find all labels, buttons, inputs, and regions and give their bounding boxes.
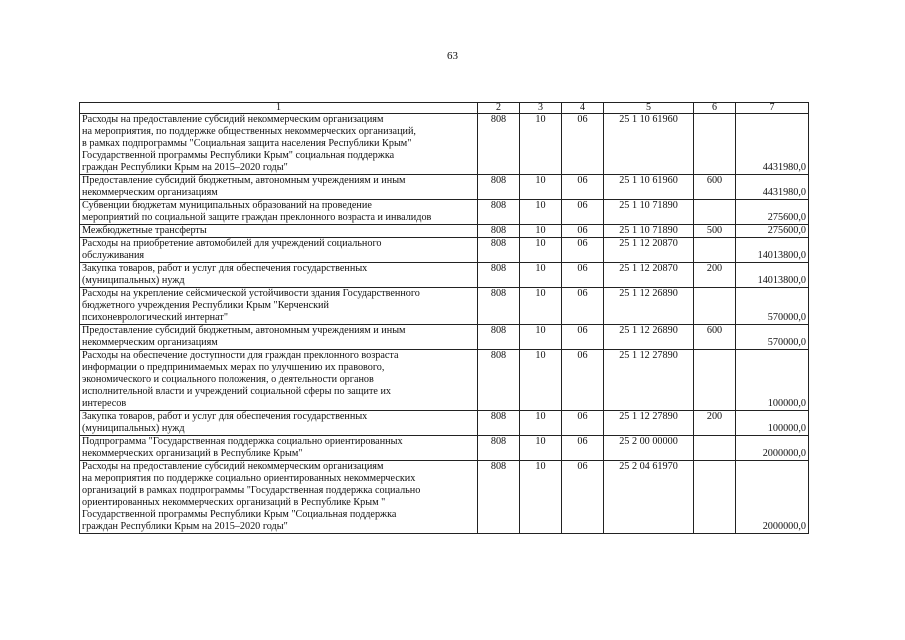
subsection-code-cell: 06 [562, 238, 604, 263]
expense-type-cell: 600 [694, 175, 736, 200]
item-name-cell: Предоставление субсидий бюджетным, автономным учреждениям и иным некоммерческим организациям [80, 175, 478, 200]
ministry-code-cell: 808 [478, 238, 520, 263]
item-name-cell: Подпрограмма "Государственная поддержка социально ориентированных некоммерческих организаций в Республике Крым" [80, 436, 478, 461]
table-body [80, 114, 809, 534]
expense-type-cell: 200 [694, 411, 736, 436]
item-name-cell: Межбюджетные трансферты [80, 225, 478, 238]
section-code-cell: 10 [520, 200, 562, 225]
item-name-cell: Предоставление субсидий бюджетным, автономным учреждениям и иным некоммерческим организациям [80, 325, 478, 350]
item-name-cell: Расходы на предоставление субсидий некоммерческим организациям на мероприятия по поддержке социально ориентированных некоммерческих организаций в рамках подпрограммы "Государственная поддержка социально ориентированных некоммерческих организаций в Республике Крым " Государственной программы Республики Крым "Социальная поддержка граждан Республики Крым на 2015–2020 годы" [80, 461, 478, 534]
target-article-cell: 25 1 12 20870 [604, 263, 694, 288]
amount-cell: 275600,0 [736, 225, 809, 238]
ministry-code-cell: 808 [478, 350, 520, 411]
page-number: 63 [447, 50, 458, 62]
amount-cell: 2000000,0 [736, 461, 809, 534]
column-header: 1 [80, 103, 478, 114]
table-row [80, 114, 809, 175]
expense-type-cell [694, 288, 736, 325]
expense-type-cell [694, 436, 736, 461]
target-article-cell: 25 1 12 26890 [604, 325, 694, 350]
target-article-cell: 25 1 12 26890 [604, 288, 694, 325]
subsection-code-cell: 06 [562, 461, 604, 534]
subsection-code-cell: 06 [562, 288, 604, 325]
item-name-cell: Расходы на предоставление субсидий некоммерческим организациям на мероприятия, по поддержке общественных некоммерческих организаций, в рамках подпрограммы "Социальная защита населения Республики Крым" Государственной программы Республики Крым" социальная поддержка граждан Республики Крым на 2015–2020 годы" [80, 114, 478, 175]
subsection-code-cell: 06 [562, 350, 604, 411]
table-row [80, 411, 809, 436]
amount-cell: 275600,0 [736, 200, 809, 225]
column-header: 5 [604, 103, 694, 114]
target-article-cell: 25 1 12 27890 [604, 350, 694, 411]
table-row [80, 238, 809, 263]
item-name-cell: Расходы на обеспечение доступности для граждан преклонного возраста информации о предпринимаемых мерах по улучшению их правового, экономического и социального положения, о деятельности органов исполнительной власти и учреждений социальной сферы по защите их интересов [80, 350, 478, 411]
expense-type-cell: 200 [694, 263, 736, 288]
target-article-cell: 25 2 04 61970 [604, 461, 694, 534]
item-name-cell: Расходы на приобретение автомобилей для учреждений социального обслуживания [80, 238, 478, 263]
table-row [80, 225, 809, 238]
ministry-code-cell: 808 [478, 225, 520, 238]
section-code-cell: 10 [520, 175, 562, 200]
target-article-cell: 25 1 10 61960 [604, 175, 694, 200]
ministry-code-cell: 808 [478, 175, 520, 200]
expense-type-cell [694, 200, 736, 225]
section-code-cell: 10 [520, 238, 562, 263]
subsection-code-cell: 06 [562, 175, 604, 200]
column-header: 3 [520, 103, 562, 114]
expense-type-cell: 500 [694, 225, 736, 238]
amount-cell: 4431980,0 [736, 175, 809, 200]
ministry-code-cell: 808 [478, 461, 520, 534]
subsection-code-cell: 06 [562, 263, 604, 288]
section-code-cell: 10 [520, 461, 562, 534]
subsection-code-cell: 06 [562, 325, 604, 350]
subsection-code-cell: 06 [562, 114, 604, 175]
column-header: 4 [562, 103, 604, 114]
section-code-cell: 10 [520, 114, 562, 175]
budget-table [79, 102, 809, 534]
ministry-code-cell: 808 [478, 200, 520, 225]
table-row [80, 325, 809, 350]
item-name-cell: Субвенции бюджетам муниципальных образований на проведение мероприятий по социальной защите граждан преклонного возраста и инвалидов [80, 200, 478, 225]
target-article-cell: 25 1 10 71890 [604, 200, 694, 225]
column-header: 2 [478, 103, 520, 114]
table-row [80, 436, 809, 461]
section-code-cell: 10 [520, 263, 562, 288]
column-header: 6 [694, 103, 736, 114]
amount-cell: 2000000,0 [736, 436, 809, 461]
section-code-cell: 10 [520, 288, 562, 325]
target-article-cell: 25 1 10 71890 [604, 225, 694, 238]
table-row [80, 461, 809, 534]
item-name-cell: Закупка товаров, работ и услуг для обеспечения государственных (муниципальных) нужд [80, 263, 478, 288]
expense-type-cell [694, 350, 736, 411]
column-header: 7 [736, 103, 809, 114]
item-name-cell: Закупка товаров, работ и услуг для обеспечения государственных (муниципальных) нужд [80, 411, 478, 436]
target-article-cell: 25 1 12 27890 [604, 411, 694, 436]
section-code-cell: 10 [520, 411, 562, 436]
table-row [80, 350, 809, 411]
ministry-code-cell: 808 [478, 114, 520, 175]
amount-cell: 100000,0 [736, 350, 809, 411]
table-row [80, 175, 809, 200]
amount-cell: 100000,0 [736, 411, 809, 436]
item-name-cell: Расходы на укрепление сейсмической устойчивости здания Государственного бюджетного учреждения Республики Крым "Керченский психоневрологический интернат" [80, 288, 478, 325]
section-code-cell: 10 [520, 436, 562, 461]
subsection-code-cell: 06 [562, 411, 604, 436]
table-row [80, 200, 809, 225]
table-row [80, 288, 809, 325]
subsection-code-cell: 06 [562, 436, 604, 461]
expense-type-cell: 600 [694, 325, 736, 350]
amount-cell: 4431980,0 [736, 114, 809, 175]
target-article-cell: 25 1 12 20870 [604, 238, 694, 263]
amount-cell: 570000,0 [736, 325, 809, 350]
section-code-cell: 10 [520, 350, 562, 411]
expense-type-cell [694, 238, 736, 263]
ministry-code-cell: 808 [478, 263, 520, 288]
target-article-cell: 25 1 10 61960 [604, 114, 694, 175]
ministry-code-cell: 808 [478, 325, 520, 350]
subsection-code-cell: 06 [562, 225, 604, 238]
subsection-code-cell: 06 [562, 200, 604, 225]
amount-cell: 570000,0 [736, 288, 809, 325]
section-code-cell: 10 [520, 325, 562, 350]
section-code-cell: 10 [520, 225, 562, 238]
ministry-code-cell: 808 [478, 436, 520, 461]
table-row [80, 263, 809, 288]
target-article-cell: 25 2 00 00000 [604, 436, 694, 461]
expense-type-cell [694, 461, 736, 534]
header-row [80, 103, 809, 114]
amount-cell: 14013800,0 [736, 238, 809, 263]
expense-type-cell [694, 114, 736, 175]
amount-cell: 14013800,0 [736, 263, 809, 288]
ministry-code-cell: 808 [478, 288, 520, 325]
ministry-code-cell: 808 [478, 411, 520, 436]
